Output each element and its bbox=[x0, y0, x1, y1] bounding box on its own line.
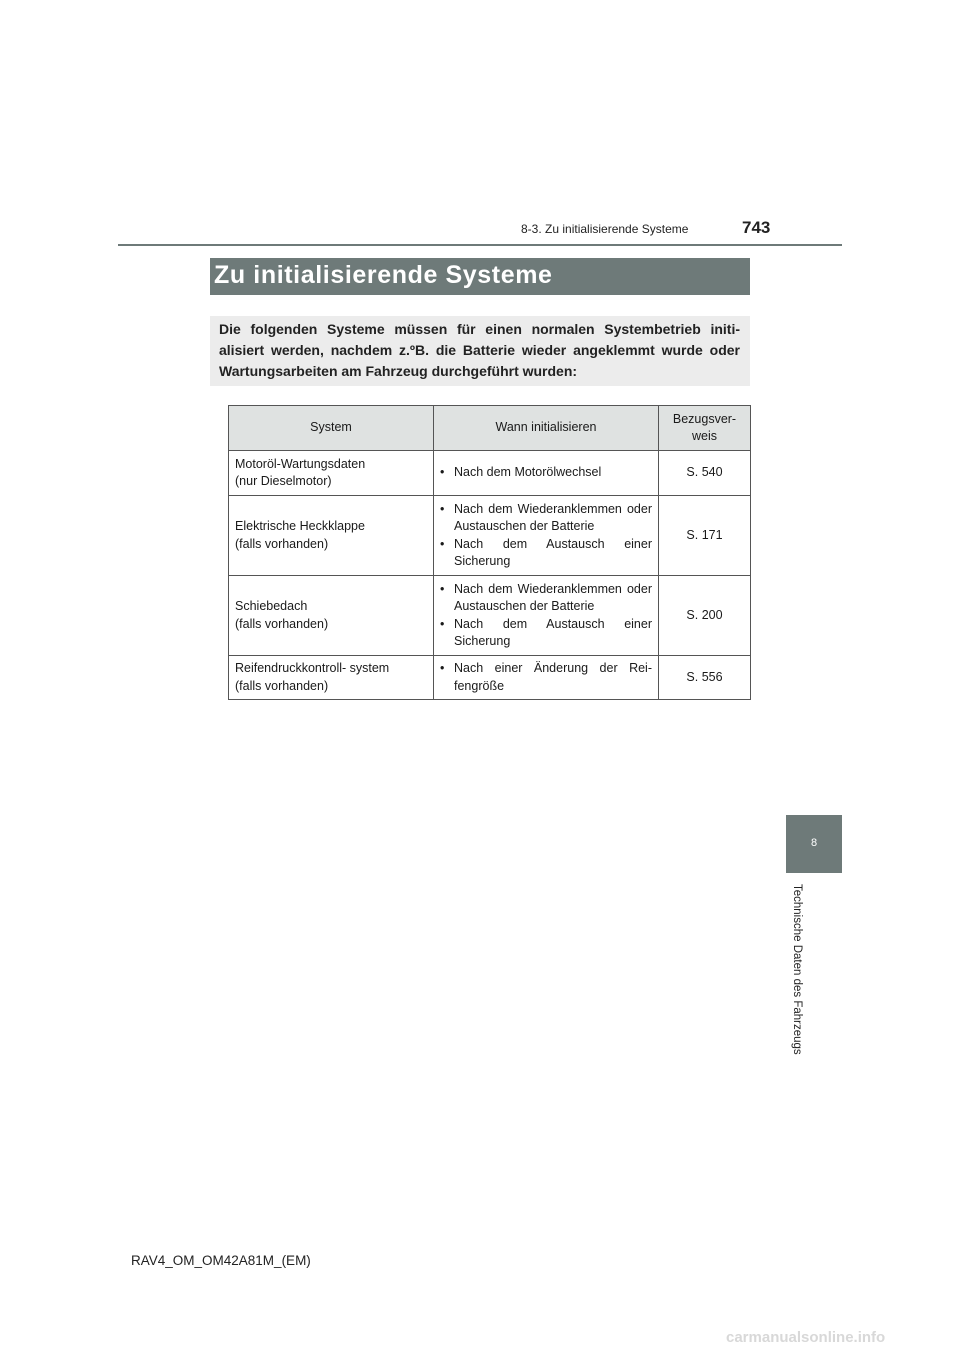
table-row bbox=[229, 656, 751, 700]
system-cell bbox=[229, 496, 434, 576]
bullet-item: • Nach dem Motorölwechsel bbox=[440, 464, 652, 482]
chapter-tab bbox=[786, 815, 842, 873]
system-note: (nur Dieselmotor) bbox=[235, 474, 332, 488]
system-name: Schiebedach bbox=[235, 599, 308, 613]
header-section-title: 8-3. Zu initialisierende Systeme bbox=[521, 222, 689, 236]
bullet-icon: • bbox=[440, 581, 445, 596]
table-row bbox=[229, 496, 751, 576]
header-reference: Bezugsver- weis bbox=[659, 406, 751, 451]
system-note: (falls vorhanden) bbox=[235, 536, 329, 551]
page-title: Zu initialisierende Systeme bbox=[214, 261, 553, 289]
table-header-row bbox=[229, 406, 751, 451]
bullet-icon: • bbox=[440, 661, 445, 675]
system-name: Elektrische Heckklappe bbox=[235, 519, 365, 533]
system-cell bbox=[229, 576, 434, 656]
reference-cell: S. 556 bbox=[659, 656, 751, 700]
systems-table bbox=[228, 405, 751, 700]
system-note: (falls vorhanden) bbox=[235, 616, 329, 631]
when-cell bbox=[434, 576, 659, 656]
bullet-item: • Nach dem Wiederanklemmen oder Austauschen der Batterie bbox=[440, 581, 652, 616]
system-name: Reifendruckkontroll- system bbox=[235, 661, 390, 675]
table-row bbox=[229, 576, 751, 656]
chapter-label: Technische Daten des Fahrzeugs bbox=[791, 884, 803, 1055]
page-number: 743 bbox=[742, 218, 771, 237]
bullet-item: • Nach dem Austausch einer Sicherung bbox=[440, 536, 652, 571]
header-when: Wann initialisieren bbox=[434, 406, 659, 451]
intro-text: Die folgenden Systeme müssen für einen normalen Systembetrieb initi- alisiert werden, nachdem z.ºB. die Batterie wieder angeklemmt wurde oder Wartungsarbeiten am Fahrzeug durchgeführt wurden: bbox=[219, 321, 740, 379]
title-band bbox=[210, 258, 750, 295]
when-cell bbox=[434, 656, 659, 700]
footer-code: RAV4_OM_OM42A81M_(EM) bbox=[131, 1253, 311, 1268]
reference-cell: S. 540 bbox=[659, 451, 751, 496]
header-system: System bbox=[229, 406, 434, 451]
table-row bbox=[229, 451, 751, 496]
system-cell bbox=[229, 451, 434, 496]
system-name: Motoröl-Wartungsdaten bbox=[235, 456, 366, 471]
reference-cell: S. 200 bbox=[659, 576, 751, 656]
when-cell bbox=[434, 451, 659, 496]
bullet-icon: • bbox=[440, 536, 445, 551]
watermark: carmanualsonline.info bbox=[726, 1329, 886, 1346]
bullet-item: • Nach einer Änderung der Rei- fengröße bbox=[440, 660, 652, 695]
bullet-icon: • bbox=[440, 616, 445, 631]
system-note: (falls vorhanden) bbox=[235, 678, 329, 693]
header-rule bbox=[118, 244, 842, 246]
bullet-item: • Nach dem Wiederanklemmen oder Austauschen der Batterie bbox=[440, 501, 652, 536]
reference-cell: S. 171 bbox=[659, 496, 751, 576]
system-cell bbox=[229, 656, 434, 700]
chapter-number: 8 bbox=[810, 837, 818, 849]
bullet-item: • Nach dem Austausch einer Sicherung bbox=[440, 616, 652, 651]
bullet-icon: • bbox=[440, 501, 445, 516]
bullet-icon: • bbox=[440, 465, 445, 480]
intro-box bbox=[210, 316, 750, 386]
when-cell bbox=[434, 496, 659, 576]
